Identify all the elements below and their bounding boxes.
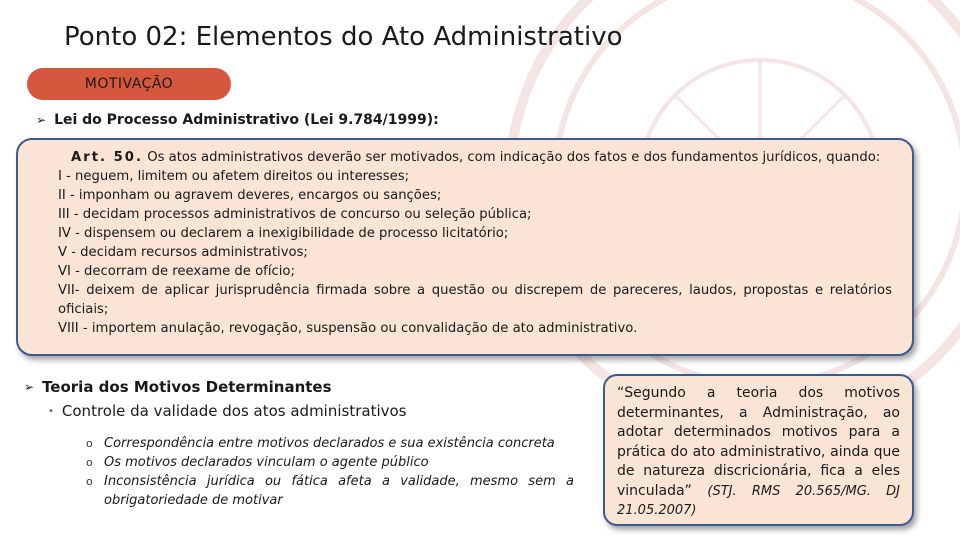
inciso: I - neguem, limitem ou afetem direitos ou interesses; — [58, 169, 410, 184]
list-item — [86, 434, 574, 453]
inciso: VIII - importem anulação, revogação, suspensão ou convalidação de ato administrativo. — [58, 321, 638, 336]
list-item-text: Os motivos declarados vinculam o agente público — [104, 455, 429, 470]
arrow-bullet-icon: ➢ — [24, 380, 35, 394]
list-item-text: Inconsistência jurídica ou fática afeta a validade, mesmo sem a obrigatoriedade de motivar — [104, 474, 574, 508]
list-item-text: Correspondência entre motivos declarados e sua existência concreta — [104, 436, 555, 451]
arrow-bullet-icon: ➢ — [36, 113, 47, 127]
lei-heading-text: Lei do Processo Administrativo (Lei 9.784/1999): — [54, 112, 439, 128]
artigo-box — [16, 138, 914, 356]
teoria-heading-text: Teoria dos Motivos Determinantes — [42, 378, 332, 396]
list-item — [86, 453, 574, 472]
lei-heading — [36, 112, 439, 128]
inciso: III - decidam processos administrativos de concurso ou seleção pública; — [58, 207, 532, 222]
quote-text: “Segundo a teoria dos motivos determinantes, a Administração, ao adotar determinados motivos para a prática do ato administrativo, ainda que de natureza discricionária, fica a eles vinculada” — [617, 385, 900, 499]
section-pill — [27, 68, 231, 100]
list-item — [86, 472, 574, 510]
teoria-heading — [24, 378, 584, 396]
artigo-label: Art. 50. — [71, 150, 143, 165]
teoria-list — [86, 434, 574, 510]
section-pill-label: MOTIVAÇÃO — [84, 76, 174, 92]
quote-citation: (STJ. RMS 20.565/MG. DJ 21.05.2007) — [617, 483, 901, 518]
inciso: V - decidam recursos administrativos; — [58, 245, 308, 260]
teoria-subitem-text: Controle da validade dos atos administrativos — [61, 402, 407, 420]
circle-bullet-icon: o — [86, 475, 93, 488]
teoria-section — [24, 378, 584, 510]
circle-bullet-icon: o — [86, 456, 93, 469]
inciso: IV - dispensem ou declarem a inexigibilidade de processo licitatório; — [58, 226, 509, 241]
inciso: II - imponham ou agravem deveres, encargos ou sanções; — [58, 188, 442, 203]
inciso: VI - decorram de reexame de ofício; — [58, 264, 295, 279]
artigo-intro-text: Os atos administrativos deverão ser motivados, com indicação dos fatos e dos fundamentos jurídicos, quando: — [147, 150, 881, 165]
quote-box — [603, 374, 914, 526]
circle-bullet-icon: o — [86, 437, 93, 450]
page-title: Ponto 02: Elementos do Ato Administrativo — [64, 22, 623, 52]
dot-bullet-icon: • — [48, 405, 54, 417]
teoria-subitem — [48, 402, 584, 420]
artigo-intro — [71, 148, 892, 167]
inciso: VII- deixem de aplicar jurisprudência firmada sobre a questão ou discrepem de pareceres, laudos, propostas e relatórios oficiais; — [58, 283, 892, 317]
